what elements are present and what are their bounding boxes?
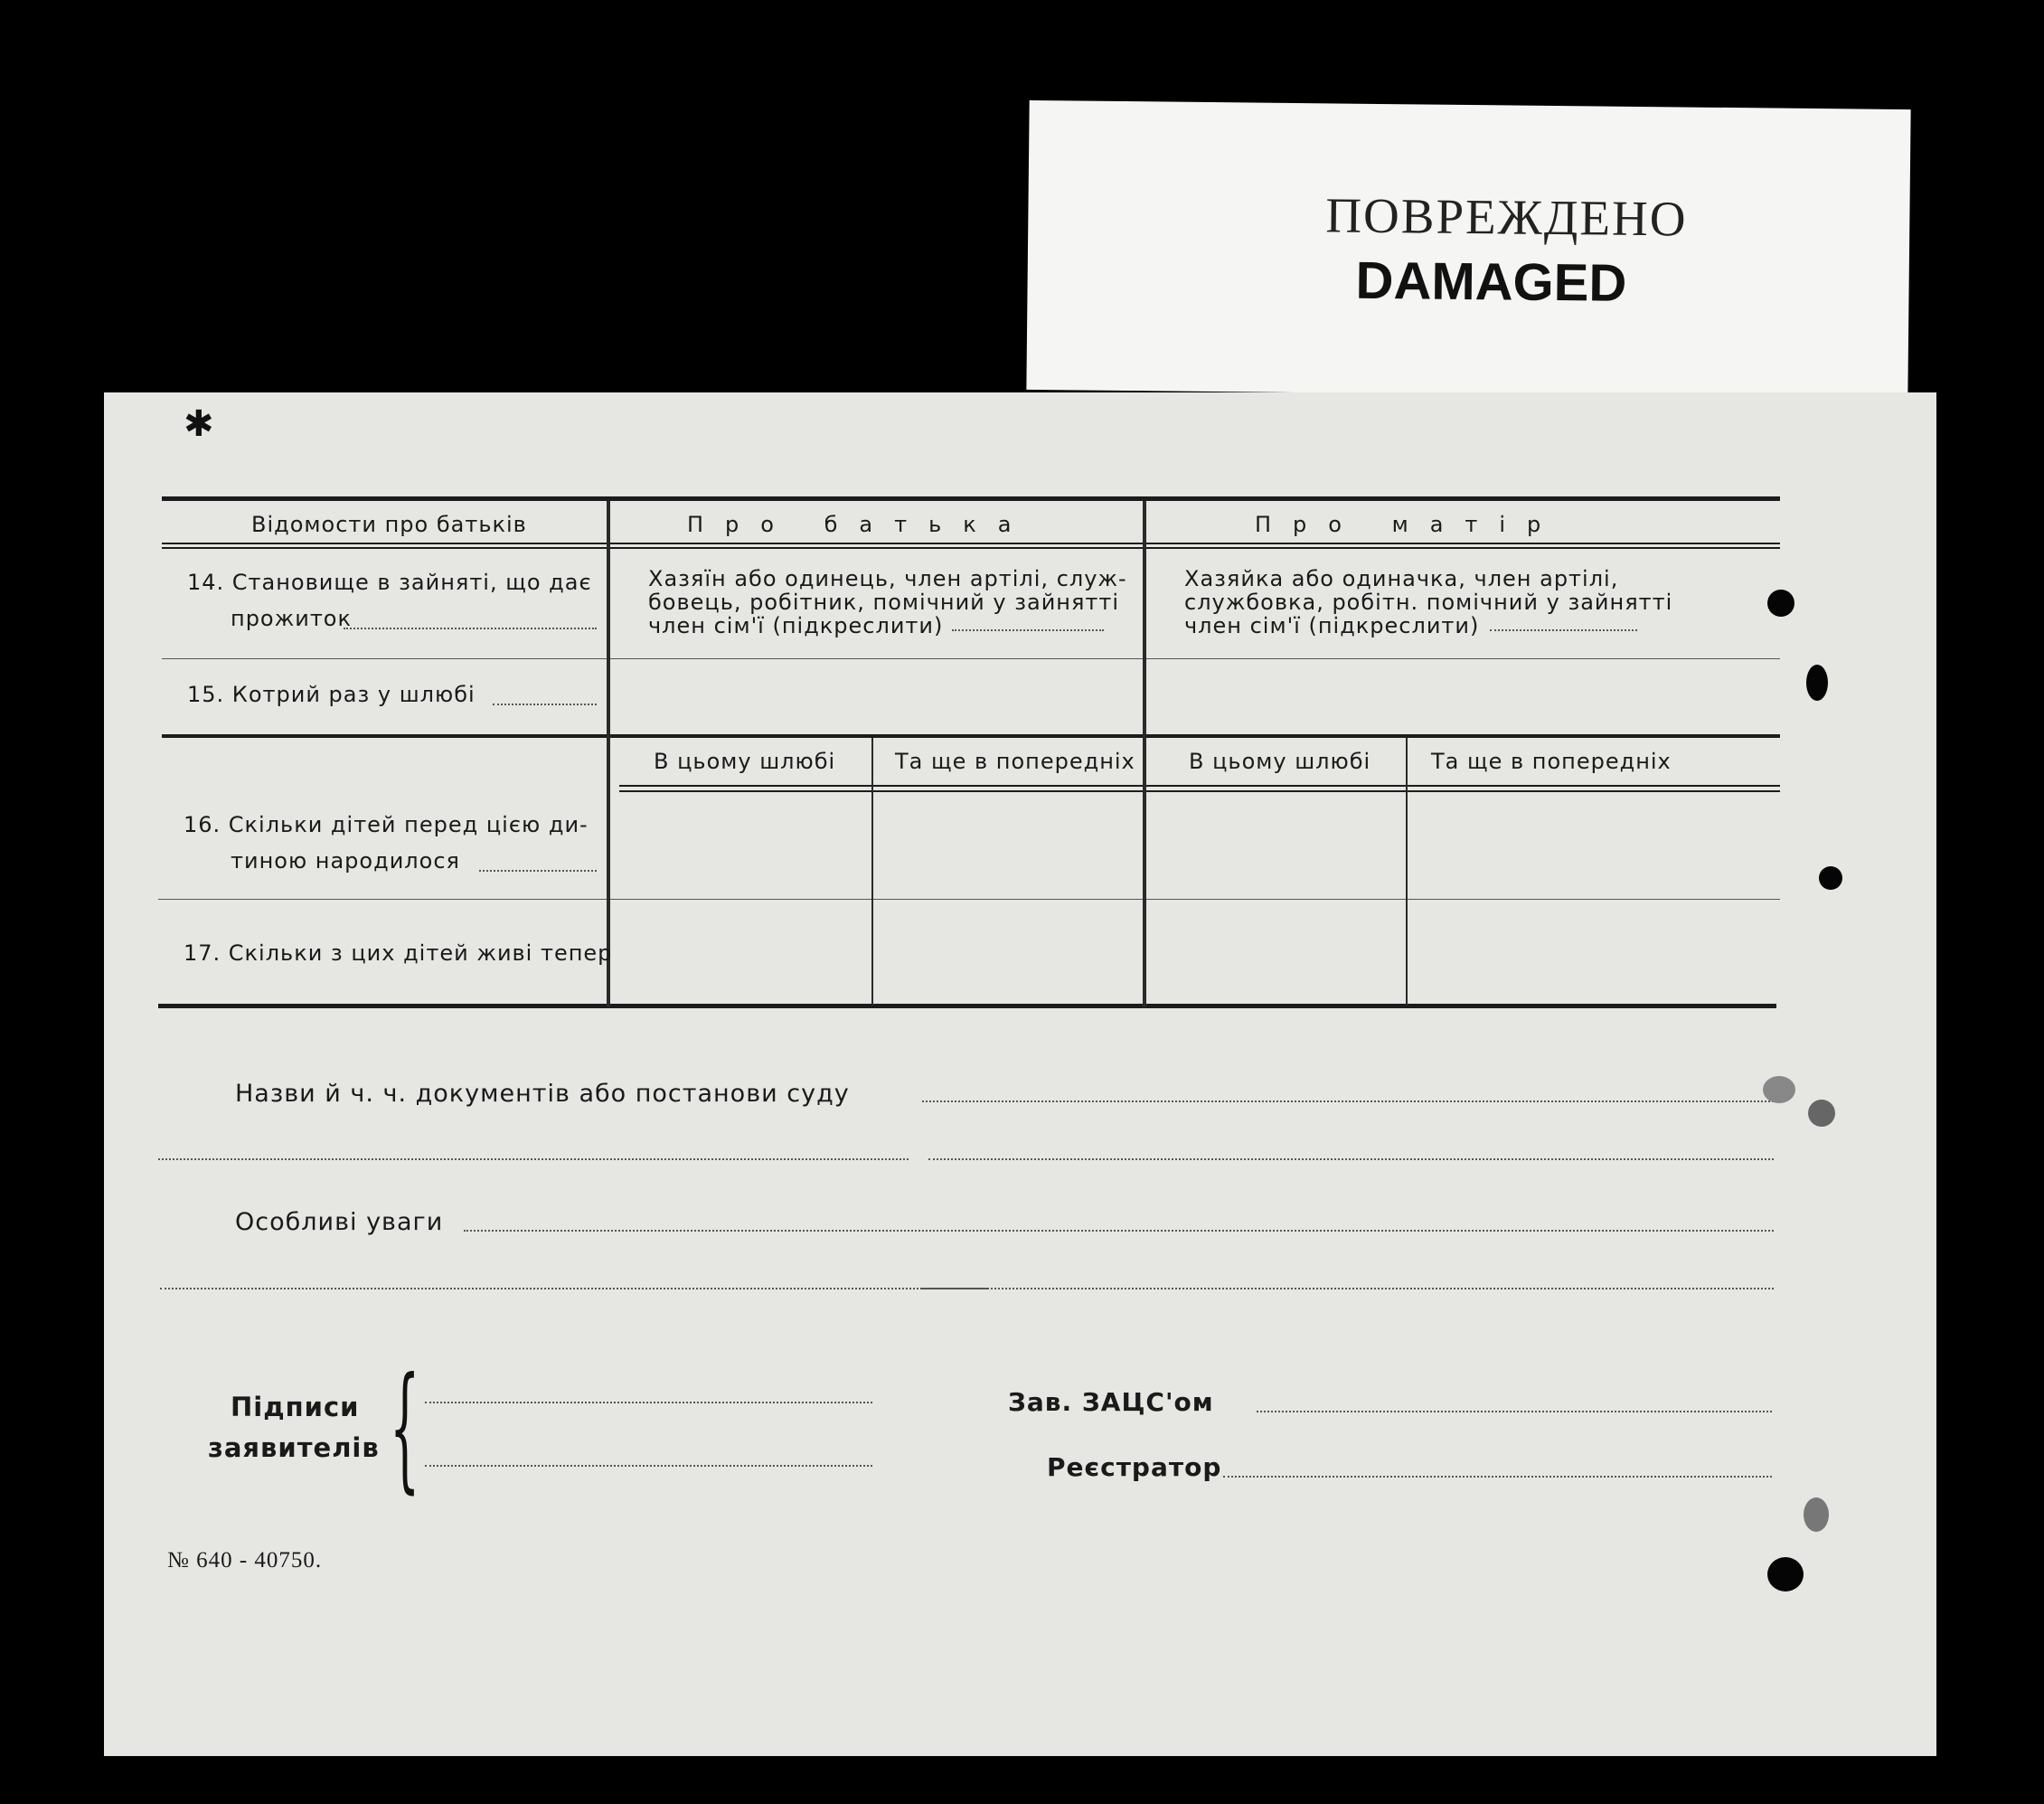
signatures-label-line1: Підписи [231,1392,360,1422]
header-father: Про батька [687,512,1033,537]
row14-leader [344,628,597,629]
sub-header-father-this: В цьому шлюбі [654,749,836,774]
documents-field-line2a[interactable] [158,1158,909,1160]
punch-hole [1819,866,1842,890]
punch-hole [1808,1100,1835,1127]
row15-rule [162,734,1780,738]
sub-header-father-prev: Та ще в попередніх [895,749,1135,774]
row14-father-line3: член сім'ї (підкреслити) [648,613,944,638]
row16-leader [479,870,597,872]
row14-rule [162,658,1780,659]
form-sheet [104,392,1936,1756]
row14-mother-line3: член сім'ї (підкреслити) [1184,613,1480,638]
notes-field-line2a[interactable] [160,1288,987,1289]
documents-field-line2b[interactable] [928,1158,1774,1160]
row17-label: 17. Скільки з цих дітей живі тепер [184,940,613,966]
header-rule-2 [162,547,1780,549]
row16-label-line2: тиною народилося [231,848,460,874]
row16-rule [158,899,1780,900]
documents-label: Назви й ч. ч. документів або постанови суду [235,1080,850,1108]
header-info: Відомости про батьків [251,512,527,537]
signatures-label-line2: заявителів [208,1432,380,1463]
ink-blot-icon: ✱ [184,403,214,445]
punch-hole [1767,1557,1804,1591]
signatures-brace: { [390,1349,420,1506]
notes-field[interactable] [464,1230,1774,1232]
punch-hole [1804,1497,1829,1532]
table-bottom-rule [158,1004,1776,1008]
notes-field-line2b[interactable] [922,1288,1774,1289]
registrar-signature[interactable] [1223,1476,1772,1478]
col-divider-1 [607,501,610,1007]
sub-header-mother-prev: Та ще в попередніх [1431,749,1672,774]
row14-father-leader [952,629,1104,631]
row16-label-line1: 16. Скільки дітей перед цією ди- [184,812,589,837]
row14-father-line1: Хазяїн або одинець, член артілі, служ- [648,566,1127,591]
head-zags-label: Зав. ЗАЦС'ом [1008,1387,1214,1417]
punch-hole [1767,590,1794,617]
header-mother: Про матір [1255,512,1563,537]
registrar-label: Реєстратор [1047,1452,1222,1482]
row14-mother-line1: Хазяйка або одиначка, член артілі, [1184,566,1619,591]
row14-mother-line2: службовка, робітн. помічний у зайнятті [1184,590,1673,615]
punch-hole [1763,1076,1795,1103]
col-divider-2 [1143,501,1146,1007]
row15-label: 15. Котрий раз у шлюбі [187,682,476,707]
row14-mother-leader [1490,629,1637,631]
applicant-signature-2[interactable] [425,1465,872,1467]
notes-label: Особливі уваги [235,1208,444,1236]
row14-father-line2: бовець, робітник, помічний у зайнятті [648,590,1120,615]
punch-hole [1806,665,1828,701]
sub-header-mother-this: В цьому шлюбі [1189,749,1371,774]
sub-header-rule [619,785,1780,787]
applicant-signature-1[interactable] [425,1402,872,1403]
col-divider-father [871,738,873,1006]
head-zags-signature[interactable] [1257,1411,1772,1412]
damaged-label-en: DAMAGED [1355,250,1627,313]
sub-header-rule-2 [619,790,1780,792]
header-rule [162,543,1780,544]
row14-label-line1: 14. Становище в зайняті, що дає [187,570,592,595]
form-number: № 640 - 40750. [167,1548,323,1573]
row15-leader [493,704,597,705]
damaged-label-uk: ПОВРЕЖДЕНО [1325,187,1688,247]
row14-label-line2: прожиток [231,606,352,631]
damaged-stamp-card [1026,100,1910,399]
col-divider-mother [1406,738,1408,1006]
documents-field[interactable] [922,1100,1774,1102]
table-top-rule [162,496,1780,501]
